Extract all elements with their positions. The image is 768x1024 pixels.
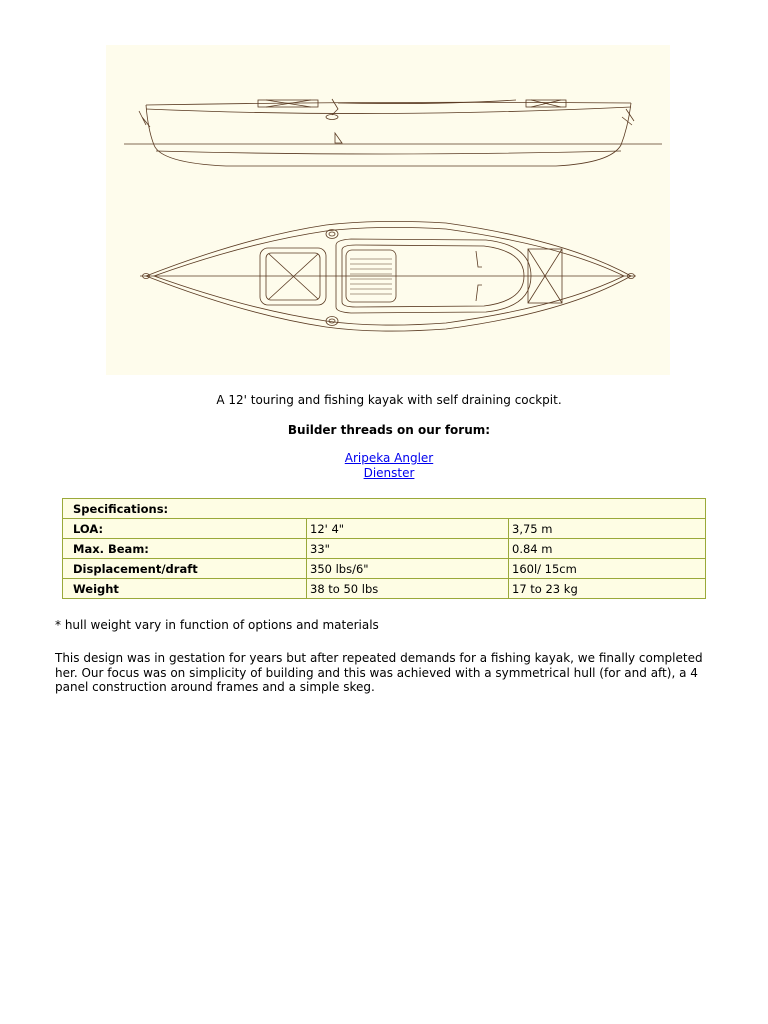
table-row (63, 539, 706, 559)
spec-label: Displacement/draft (63, 559, 307, 579)
spec-imperial: 12' 4" (307, 519, 509, 539)
specifications-title: Specifications: (63, 499, 706, 519)
table-row (63, 519, 706, 539)
forum-links (0, 451, 768, 481)
spec-metric: 17 to 23 kg (509, 579, 706, 599)
kayak-drawing (106, 45, 670, 375)
spec-metric: 3,75 m (509, 519, 706, 539)
kayak-side-view (124, 99, 662, 166)
weight-note: * hull weight vary in function of options and materials (55, 618, 379, 632)
drawing-caption: A 12' touring and fishing kayak with self draining cockpit. (216, 393, 562, 407)
table-row (63, 579, 706, 599)
spec-imperial: 38 to 50 lbs (307, 579, 509, 599)
design-description: This design was in gestation for years but after repeated demands for a fishing kayak, we finally completed her. Our focus was on simplicity of building and this was achieved with a symmetrical hull (for and aft), a 4 panel construction around frames and a simple skeg. (55, 651, 703, 694)
spec-metric: 0.84 m (509, 539, 706, 559)
kayak-top-view (140, 221, 636, 331)
link-aripeka-angler[interactable]: Aripeka Angler (344, 451, 434, 465)
spec-label: Weight (63, 579, 307, 599)
specifications-table (62, 498, 706, 599)
spec-imperial: 33" (307, 539, 509, 559)
spec-label: Max. Beam: (63, 539, 307, 559)
spec-label: LOA: (63, 519, 307, 539)
forum-heading: Builder threads on our forum: (287, 423, 491, 437)
table-header-row (63, 499, 706, 519)
spec-imperial: 350 lbs/6" (307, 559, 509, 579)
table-row (63, 559, 706, 579)
link-dienster[interactable]: Dienster (363, 466, 415, 480)
spec-metric: 160l/ 15cm (509, 559, 706, 579)
